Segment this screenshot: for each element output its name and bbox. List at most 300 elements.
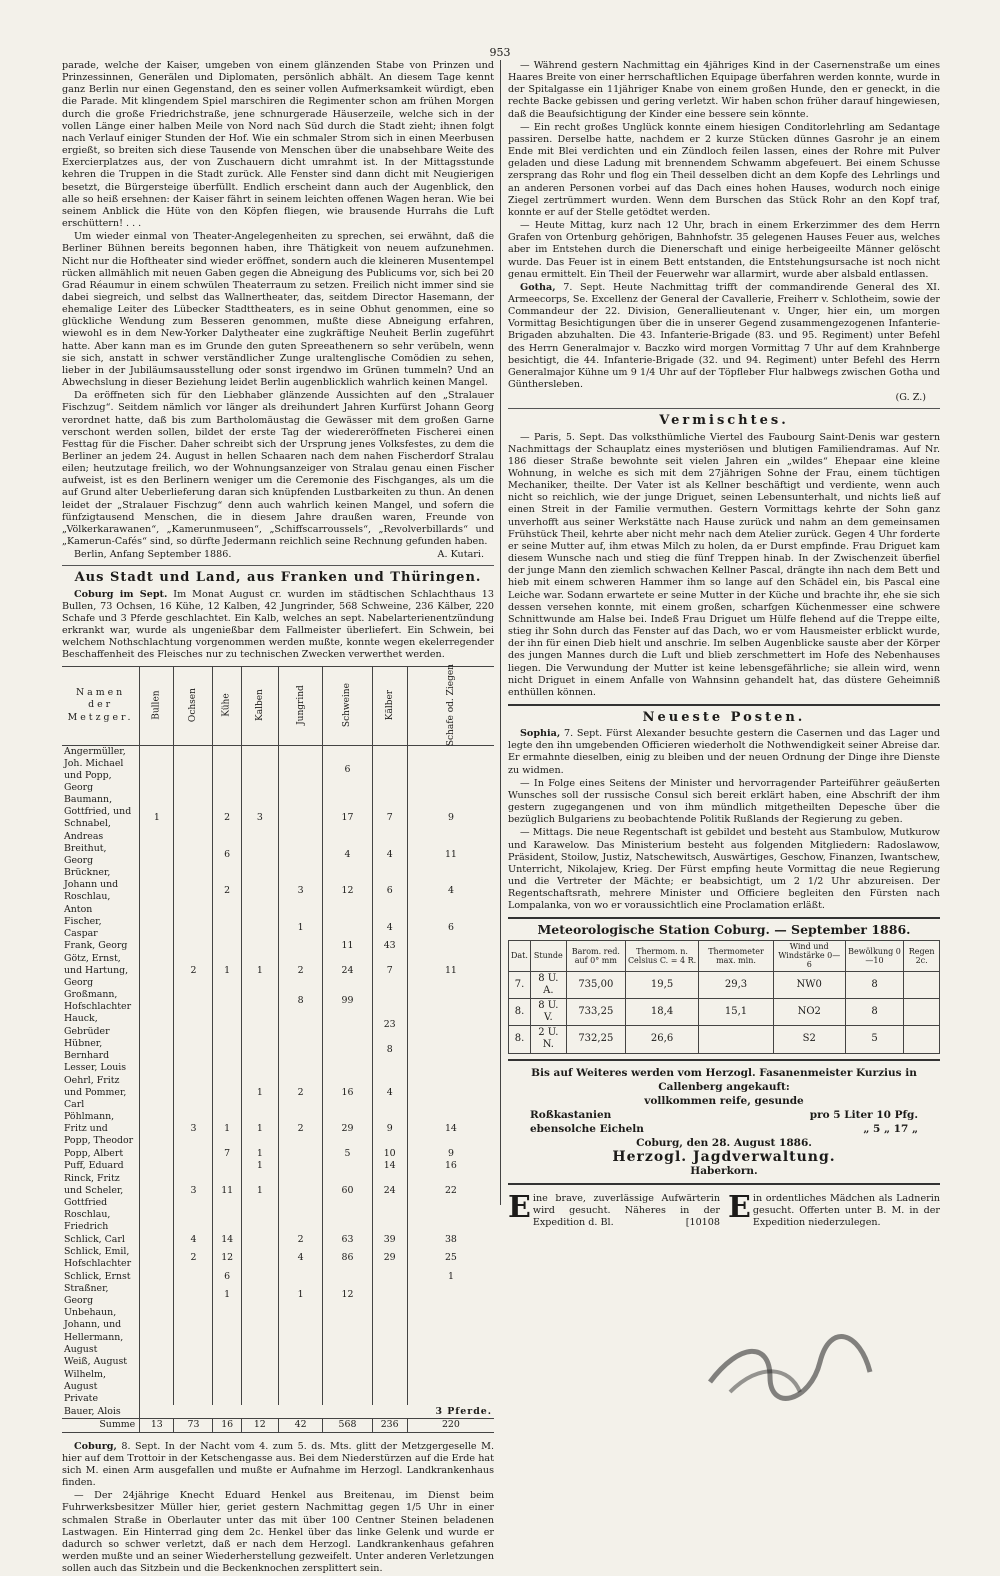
weather-col-header: Stunde [530, 940, 566, 971]
table-cell: 4 [372, 916, 407, 940]
table-cell [174, 1307, 213, 1356]
dateline: Gotha, [520, 281, 556, 293]
table-cell: 4 [372, 1075, 407, 1111]
table-cell [140, 1270, 174, 1283]
table-cell: 11 [213, 1173, 241, 1209]
dateline: Coburg im Sept. [74, 588, 168, 600]
table-row [62, 1307, 494, 1356]
coburg-report [62, 589, 494, 662]
table-cell [140, 1283, 174, 1307]
divider [508, 408, 940, 409]
table-cell [278, 843, 323, 867]
total-label: Summe [62, 1419, 140, 1433]
column-header: Kalben [241, 666, 278, 745]
table-cell: 7 [372, 794, 407, 843]
table-cell [140, 1369, 174, 1393]
table-cell: 25 [407, 1246, 494, 1270]
table-cell [213, 916, 241, 940]
table-cell [407, 989, 494, 1013]
weather-col-header: Thermometer max. min. [699, 940, 774, 971]
ad-text: ine brave, zuverlässige Aufwärterin wird gesucht. Näheres in der Expedition d. Bl. [532, 1192, 720, 1228]
table-cell [213, 745, 241, 794]
butcher-name: Brückner, Johann und Roschlau, Anton [64, 867, 119, 915]
total-cell: 13 [140, 1419, 174, 1433]
table-cell [174, 916, 213, 940]
table-cell: 39 [372, 1234, 407, 1247]
table-cell [241, 1209, 278, 1233]
table-cell [407, 1283, 494, 1307]
table-cell [372, 1369, 407, 1393]
table-cell [278, 794, 323, 843]
table-cell: 1 [213, 953, 241, 989]
table-cell: 7 [213, 1148, 241, 1161]
table-cell [278, 1393, 323, 1406]
table-cell [372, 989, 407, 1013]
weather-cell: 8 U. A. [530, 971, 566, 998]
table-cell [407, 1013, 494, 1037]
butcher-name: Bauer, Alois [64, 1405, 121, 1417]
handwritten-mark-icon [700, 1322, 880, 1402]
column-header: Kälber [372, 666, 407, 745]
table-cell: 3 [278, 867, 323, 916]
table-cell: 1 [213, 1111, 241, 1147]
table-cell [174, 1160, 213, 1173]
weather-cell: 8. [509, 1026, 531, 1053]
table-cell [140, 1393, 174, 1406]
table-cell [407, 745, 494, 794]
table-cell [241, 1013, 278, 1037]
table-cell [278, 1173, 323, 1209]
table-cell: 22 [407, 1173, 494, 1209]
table-cell: 23 [372, 1013, 407, 1037]
weather-cell: 8 U. V. [530, 998, 566, 1025]
table-row [62, 1013, 494, 1037]
table-row [62, 1209, 494, 1233]
table-cell: 9 [372, 1111, 407, 1147]
weather-col-header: Wind und Windstärke 0—6 [773, 940, 845, 971]
table-row [62, 1062, 494, 1075]
table-cell: 6 [323, 745, 372, 794]
butcher-name: Straßner, Georg [64, 1283, 109, 1307]
butcher-name: Hauck, Gebrüder [64, 1013, 110, 1037]
article-paragraph: Um wieder einmal von Theater-Angelegenheiten zu sprechen, sei erwähnt, daß die Berliner Bühnen bereits begonnen haben, ihre Thätigkeit von neuem aufzunehmen. Nicht nur die Hoftheater sind wieder eröffnet, sondern auch die kleineren Musentempel rücken allmählich mit neuen Gaben gegen die Abneigung des Publicums vor, sich bei 20 Grad Réaumur in einem schwülen Theaterraum zu setzen. Freilich nicht immer sind sie dabei siegreich, und selbst das Wallnertheater, das, seitdem Director Hasemann, der ehemalige Leiter des Lübecker Stadttheaters, es in seine Obhut genommen, eine so glückliche Wendung zum Besseren genommen, mußte diese Abneigung erfahren, wiewohl es in dem New-Yorker Dalytheater eine zugkräftige Neuheit Berlin zugeführt hatte. Aber kann man es im Grunde den guten Spreeathenern so sehr verübeln, wenn sie sich, anstatt in schwer verständlicher Zunge uraltenglische Comödien zu sehen, lieber in der Jubiläumsausstellung oder sonst irgendwo im Grünen tummeln? Und an Abwechslung in dieser Beziehung leidet Berlin augenblicklich wahrlich keinen Mangel. [62, 231, 494, 389]
table-cell: 1 [140, 794, 174, 843]
table-cell [140, 1160, 174, 1173]
dateline: Coburg, [74, 1440, 117, 1452]
table-cell [174, 1148, 213, 1161]
table-cell: 11 [323, 940, 372, 953]
table-row [62, 1246, 494, 1270]
table-cell [241, 940, 278, 953]
weather-cell: 8 [845, 971, 904, 998]
table-cell: 1 [241, 1148, 278, 1161]
table-cell [174, 794, 213, 843]
table-row [62, 1356, 494, 1369]
table-cell [372, 1062, 407, 1075]
butcher-name: Frank, Georg [64, 940, 128, 952]
table-cell [278, 1038, 323, 1062]
table-cell [174, 1013, 213, 1037]
butcher-name: Breithut, Georg [64, 842, 107, 866]
table-cell: 9 [407, 1148, 494, 1161]
table-cell [407, 1307, 494, 1356]
table-cell: 6 [372, 867, 407, 916]
column-header: Schafe od. Ziegen [407, 666, 494, 745]
divider [508, 917, 940, 919]
table-cell: 60 [323, 1173, 372, 1209]
table-cell [140, 1013, 174, 1037]
table-cell [174, 1393, 213, 1406]
left-column [62, 60, 494, 1576]
table-cell: 6 [213, 843, 241, 867]
table-cell [278, 1369, 323, 1393]
column-header: Schweine [323, 666, 372, 745]
table-cell [407, 1369, 494, 1393]
weather-col-header: Dat. [509, 940, 531, 971]
weather-cell: 8 [845, 998, 904, 1025]
table-cell [213, 1369, 241, 1393]
weather-row [509, 1026, 940, 1053]
butcher-name: Schlick, Carl [64, 1233, 125, 1245]
table-cell [372, 1356, 407, 1369]
table-cell [174, 843, 213, 867]
table-cell: 29 [323, 1111, 372, 1147]
table-cell: 63 [323, 1234, 372, 1247]
table-cell [372, 1270, 407, 1283]
table-row [62, 916, 494, 940]
butcher-name: Schlick, Emil, Hofschlachter [64, 1246, 132, 1270]
latest-item: — Mittags. Die neue Regentschaft ist gebildet und besteht aus Stambulow, Mutkurow und Karawelow. Das Ministerium besteht aus folgenden Mitgliedern: Radoslawow, Präsident, Stoilow, Justiz, Natschewitsch, Auswärtiges, Geschow, Finanzen, Iwantschew, Unterricht, Nikolajew, Krieg. Der Fürst empfing heute Vormittag die neue Regierung und die Vertreter der Mächte; er beabsichtigt, um 2 1/2 Uhr abzureisen. Der Regentschaftsrath, mehrere Minister und Officiere begleiten den Fürsten nach Lompalanka, von wo er voraussichtlich eine Proclamation erläßt. [508, 827, 940, 912]
table-cell: 6 [407, 916, 494, 940]
news-item: — Während gestern Nachmittag ein 4jähriges Kind in der Casernenstraße um eines Haares Breite von einer herrschaftlichen Equipage überfahren werden konnte, wurde in der Spitalgasse ein 11jähriger Knabe von einem großen Hunde, den er geneckt, in die rechte Backe gebissen und gering verletzt. Wir haben schon früher darauf hingewiesen, daß die Beaufsichtigung der Kinder eine bessere sein könnte. [508, 60, 940, 120]
total-cell: 568 [323, 1419, 372, 1433]
table-cell [241, 1062, 278, 1075]
weather-cell: 735,00 [566, 971, 625, 998]
table-cell [323, 1160, 372, 1173]
weather-cell: S2 [773, 1026, 845, 1053]
table-row [62, 794, 494, 843]
butcher-name: Pöhlmann, Fritz und Popp, Theodor [64, 1111, 134, 1147]
table-cell [323, 1038, 372, 1062]
table-cell [407, 1356, 494, 1369]
table-cell: 1 [241, 953, 278, 989]
table-row [62, 1283, 494, 1307]
table-row [62, 989, 494, 1013]
section-heading-latest: Neueste Posten. [642, 709, 806, 725]
table-cell [407, 1062, 494, 1075]
weather-cell: 29,3 [699, 971, 774, 998]
table-cell [278, 1148, 323, 1161]
weather-title: Meteorologische Station Coburg. — September 1886. [537, 922, 911, 938]
coburg-report [62, 1441, 494, 1490]
table-cell [213, 1393, 241, 1406]
butcher-name: Fischer, Caspar [64, 915, 102, 939]
table-cell: 8 [278, 989, 323, 1013]
table-cell: 1 [407, 1270, 494, 1283]
table-cell [407, 940, 494, 953]
butcher-name: Puff, Eduard [64, 1160, 124, 1172]
table-cell: 17 [323, 794, 372, 843]
table-cell: 16 [323, 1075, 372, 1111]
table-cell: 11 [407, 843, 494, 867]
table-cell: 2 [174, 953, 213, 989]
table-cell [241, 745, 278, 794]
table-cell: 1 [278, 1283, 323, 1307]
table-cell [140, 843, 174, 867]
drop-cap: E [508, 1189, 531, 1225]
table-cell [278, 1013, 323, 1037]
divider [508, 1059, 940, 1061]
table-cell [174, 1075, 213, 1111]
table-cell [407, 1393, 494, 1406]
weather-col-header: Regen 2c. [904, 940, 940, 971]
table-cell [278, 1160, 323, 1173]
table-cell: 38 [407, 1234, 494, 1247]
table-cell [241, 989, 278, 1013]
extra-note: 3 Pferde. [140, 1405, 494, 1418]
butcher-name: Lesser, Louis [64, 1062, 127, 1074]
butcher-name: Oehrl, Fritz und Pommer, Carl [64, 1074, 127, 1110]
table-row [62, 1369, 494, 1393]
table-row [62, 1270, 494, 1283]
table-cell [323, 1369, 372, 1393]
table-cell [278, 745, 323, 794]
table-cell [241, 843, 278, 867]
total-cell: 16 [213, 1419, 241, 1433]
table-cell [241, 1283, 278, 1307]
table-row [62, 1038, 494, 1062]
table-cell [140, 916, 174, 940]
table-cell [278, 1270, 323, 1283]
article-paragraph: Da eröffneten sich für den Liebhaber glänzende Aussichten auf den „Stralauer Fischzug“. Seitdem nämlich vor länger als dreihundert Jahren Kurfürst Johann Georg verordnet hatte, daß bis zum Bartholomäustag die Gewässer mit dem großen Garne verschont werden sollen, bildet der erste Tag der wiedereröffneten Fischerei einen Festtag für die Fischer. Daher schreibt sich der Ursprung jenes Volksfestes, zu dem die Berliner an jedem 24. August in hellen Schaaren nach dem nahen Fischerdorf Stralau eilen; heutzutage freilich, wo der Wohnungsanzeiger von Stralau genau einen Fischer aufweist, ist es den Berlinern weniger um die Ceremonie des Fischganges, als um die auf Grund alter Ueberlieferung daran sich knüpfenden Lustbarkeiten zu thun. An denen leidet der „Stralauer Fischzug“ denn auch wahrlich keinen Mangel, und sofern die fünfzigtausend Menschen, die in diesem Jahre draußen waren, Freunde von „Völkerkarawanen“, „Kamerunmuseen“, „Schiffscarroussels“, „Revolverbillards“ und „Kamerun-Cafés“ sind, so dürfte Jedermann reichlich seine Rechnung gefunden haben. [62, 390, 494, 548]
table-cell: 6 [213, 1270, 241, 1283]
table-cell [323, 1270, 372, 1283]
table-cell [174, 940, 213, 953]
drop-cap: E [728, 1189, 751, 1225]
table-cell [372, 1283, 407, 1307]
table-cell: 1 [213, 1283, 241, 1307]
butcher-name: Weiß, August [64, 1356, 128, 1368]
table-cell: 2 [174, 1246, 213, 1270]
table-cell [140, 940, 174, 953]
table-cell [241, 1270, 278, 1283]
table-row [62, 1393, 494, 1406]
table-cell [174, 1038, 213, 1062]
weather-cell: 15,1 [699, 998, 774, 1025]
table-cell: 1 [241, 1160, 278, 1173]
ad-date: Coburg, den 28. August 1886. [636, 1136, 812, 1149]
weather-cell [904, 998, 940, 1025]
table-cell: 5 [323, 1148, 372, 1161]
butcher-name: Schlick, Ernst [64, 1270, 131, 1282]
table-cell: 29 [372, 1246, 407, 1270]
butcher-name: Götz, Ernst, und Hartung, Georg [64, 952, 129, 988]
table-cell [213, 1013, 241, 1037]
table-cell [213, 1209, 241, 1233]
dateline: Sophia, [520, 728, 561, 740]
latest-text: 7. Sept. Fürst Alexander besuchte gestern die Casernen und das Lager und legte den ihn umgebenden Officieren wiederholt die Nothwendigkeit seiner Abreise dar. Er ermahnte dieselben, einig zu bleiben und der neuen Ordnung der Dinge ihre Dienste zu widmen. [508, 728, 940, 776]
misc-article: — Paris, 5. Sept. Das volksthümliche Viertel des Faubourg Saint-Denis war gestern Nachmittags der Schauplatz eines mysteriösen und blutigen Familiendramas. Auf Nr. 186 dieser Straße bewohnte seit vielen Jahren ein „wildes“ Ehepaar eine kleine Wohnung, in welche es sich mit dem 27jährigen Sohne der Frau, einem tüchtigen Mechaniker, theilte. Der Vater ist als Kellner beschäftigt und verdiente, wenn auch nicht so reichlich, wie der junge Driguet, seinen Lebensunterhalt, und nichts ließ auf einen Streit in der Familie vermuthen. Gestern Vormittags kehrte der Sohn ganz unverhofft aus seiner Werkstätte nach Hause zurück und nahm an dem gemeinsamen Frühstück Theil, kehrte aber nicht mehr nach dem Atelier zurück. Gegen 4 Uhr forderte er seine Mutter auf, ihm etwas Milch zu holen, da er Durst empfinde. Frau Driguet kam diesem Wunsche nach und stieg die fünf Treppen hinab. In der Zwischenzeit überfiel der junge Mann den ziemlich schwachen Kellner Pascal, drängte ihn nach dem Bett und hieb mit einem schweren Hammer ihm so lange auf den Schädel ein, bis Pascal eine Leiche war. Sodann erwartete er seine Mutter in der Küche und brachte ihr, ehe sie sich dessen versehen konnte, mit einem großen, scharfgen Küchenmesser eine schwere Schnittwunde am Halse bei. Indeß Frau Driguet um Hülfe flehend auf die Treppe eilte, stieg ihr Sohn durch das Fenster auf das Dach, wo er vom Hausmeister erblickt wurde, der ihn für einen Dieb hielt und anschrie. Im selben Augenblicke sauste aber der Körper des jungen Mannes durch die Luft und blieb zerschmettert im Hofe des Nebenhauses liegen. Die Verwundung der Mutter ist keine lebensgefährliche; sie allein wird, wenn nicht Driguet in einem Anfalle von Wahnsinn gehandelt hat, das düstere Geheimniß enthüllen können. [508, 431, 940, 698]
butcher-name: Rinck, Fritz und Scheler, Gottfried [64, 1172, 124, 1209]
column-header: Bullen [140, 666, 174, 745]
table-cell [140, 1307, 174, 1356]
table-cell [140, 1111, 174, 1147]
table-cell: 99 [323, 989, 372, 1013]
latest-item [508, 728, 940, 777]
ad-price: „ 5 „ 17 „ [863, 1122, 918, 1135]
table-cell [174, 1270, 213, 1283]
ad-line: Bis auf Weiteres werden vom Herzogl. Fasanenmeister Kurzius in Callenberg angekauft: [531, 1066, 917, 1093]
news-item: — Ein recht großes Unglück konnte einem hiesigen Conditorlehrling am Sedantage passiren. Derselbe hatte, nachdem er 2 kurze Stücken dünnes Gasrohr je an einem Ende mit Blei verdichten und ein Zündloch feilen lassen, eines der Rohre mit Pulver geladen und diese Ladung mit brennendem Schwamm abgefeuert. Bei einem Schusse zersprang das Rohr und flog ein Theil desselben dicht an dem Kopfe des Lehrlings und an anderen Personen vorbei auf das Dach eines hohen Hauses, wodurch noch einige Ziegel zertrümmert wurden. Wenn dem Burschen das Stück Rohr an den Kopf traf, konnte er auf der Stelle getödtet werden. [508, 121, 940, 218]
table-cell: 10 [372, 1148, 407, 1161]
table-cell [241, 1234, 278, 1247]
weather-cell: 2 U. N. [530, 1026, 566, 1053]
table-cell [323, 1062, 372, 1075]
table-cell: 16 [407, 1160, 494, 1173]
table-cell: 24 [323, 953, 372, 989]
coburg-report [62, 1490, 494, 1575]
table-row [62, 843, 494, 867]
signature-name: A. Kutari. [437, 549, 484, 561]
total-cell: 236 [372, 1419, 407, 1433]
report-text: Im Monat August cr. wurden im städtischen Schlachthaus 13 Bullen, 73 Ochsen, 16 Kühe, 12 Kalben, 42 Jungrinder, 568 Schweine, 236 Kälber, 220 Schafe und 3 Pferde geschlachtet. Ein Kalb, welches an sept. Nabelarterienentzündung erkrankt war, wurde als ungenießbar dem Fallmeister überliefert. Ein Schwein, bei welchem Nothschlachtung vorgenommen werden mußte, konnte wegen ekelerregender Beschaffenheit des Fleisches nur zu technischen Zwecken verwerthet werden. [62, 588, 494, 661]
table-cell [278, 1209, 323, 1233]
weather-cell: 733,25 [566, 998, 625, 1025]
news-item [508, 282, 940, 391]
butcher-name: Popp, Albert [64, 1147, 124, 1159]
table-cell [323, 1209, 372, 1233]
table-cell [213, 1062, 241, 1075]
table-cell [372, 1307, 407, 1356]
butcher-name: Roschlau, Friedrich [64, 1209, 111, 1233]
table-cell [140, 1173, 174, 1209]
table-cell [372, 745, 407, 794]
table-row [62, 1405, 494, 1418]
table-cell [323, 1307, 372, 1356]
table-cell: 1 [241, 1075, 278, 1111]
report-text: — Der 24jährige Knecht Eduard Henkel aus Breitenau, im Dienst beim Fuhrwerksbesitzer Müller hier, geriet gestern Nachmittag gegen 1/5 Uhr in einer schmalen Straße in Oberlauter unter das mit über 100 Centner Steinen beladenen Lastwagen. Ein Hinterrad ging dem 2c. Henkel über das linke Gelenk und wurde er dadurch so schwer verletzt, daß er nach dem Herzogl. Landkrankenhaus gefahren werden mußte und an seiner Wiederherstellung gezweifelt. Unter anderen Verletzungen sollen auch das Sitzbein und die Beckenknochen zersplittert sein. [62, 1490, 494, 1575]
ad-signature: Herzogl. Jagdverwaltung. [612, 1148, 836, 1165]
table-cell [140, 1148, 174, 1161]
table-cell [278, 1062, 323, 1075]
weather-cell: 7. [509, 971, 531, 998]
table-cell [323, 1013, 372, 1037]
weather-row [509, 971, 940, 998]
weather-col-header: Barom. red. auf 0° mm [566, 940, 625, 971]
table-cell [140, 1234, 174, 1247]
butcher-name: Unbehaun, Johann, und Hellermann, August [64, 1307, 124, 1355]
page-number: 953 [489, 46, 511, 59]
table-cell: 14 [407, 1111, 494, 1147]
name-column-header: Namen der Metzger. [62, 666, 140, 745]
table-cell: 1 [241, 1111, 278, 1147]
table-cell: 1 [241, 1173, 278, 1209]
weather-cell: 8. [509, 998, 531, 1025]
butcher-name: Angermüller, Joh. Michael und Popp, Georg [64, 745, 126, 793]
column-divider [500, 60, 501, 1205]
table-cell [140, 953, 174, 989]
right-column [508, 60, 940, 1229]
table-row [62, 745, 494, 794]
table-cell: 2 [278, 1111, 323, 1147]
ad-item: ebensolche Eicheln [530, 1122, 644, 1135]
column-header: Jungrind [278, 666, 323, 745]
table-cell: 14 [372, 1160, 407, 1173]
ad-housemaid [508, 1189, 720, 1229]
table-cell [213, 1307, 241, 1356]
table-cell: 2 [278, 1234, 323, 1247]
table-cell: 8 [372, 1038, 407, 1062]
weather-col-header: Thermom. n. Celsius C. = 4 R. [625, 940, 698, 971]
table-cell [213, 1038, 241, 1062]
table-cell [174, 745, 213, 794]
table-row [62, 867, 494, 916]
table-row [62, 1111, 494, 1147]
table-row [62, 953, 494, 989]
weather-cell: NO2 [773, 998, 845, 1025]
butcher-name: Private [64, 1393, 98, 1405]
column-header: Kühe [213, 666, 241, 745]
weather-cell: 19,5 [625, 971, 698, 998]
table-cell: 43 [372, 940, 407, 953]
ad-text: in ordentliches Mädchen als Ladnerin gesucht. Offerten unter B. M. in der Expedition niederzulegen. [752, 1192, 940, 1228]
ad-price-row [508, 1122, 940, 1136]
table-cell: 12 [323, 1283, 372, 1307]
table-cell: 2 [213, 867, 241, 916]
table-cell [140, 1038, 174, 1062]
butcher-name: Wilhelm, August [64, 1368, 106, 1392]
table-cell [278, 1307, 323, 1356]
table-cell [140, 1356, 174, 1369]
butcher-name: Großmann, Hofschlachter [64, 989, 132, 1013]
weather-cell: 26,6 [625, 1026, 698, 1053]
table-cell [213, 940, 241, 953]
table-cell [241, 916, 278, 940]
table-cell [140, 1246, 174, 1270]
table-cell: 14 [213, 1234, 241, 1247]
weather-cell [699, 1026, 774, 1053]
news-item: — Heute Mittag, kurz nach 12 Uhr, brach in einem Erkerzimmer des dem Herrn Grafen von Ortenburg gehörigen, Bahnhofstr. 35 gelegenen Hauses Feuer aus, welches aber im Entstehen durch die Dienerschaft und einige herbeigeeilte Männer gelöscht wurde. Das Feuer ist in einem Bett entstanden, die Entstehungsursache ist noch nicht genau ermittelt. Ein Theil der Feuerwehr war allarmirt, wurde aber alsbald entlassen. [508, 220, 940, 280]
section-heading-local: Aus Stadt und Land, aus Franken und Thüringen. [74, 570, 482, 586]
divider [62, 565, 494, 566]
column-header: Ochsen [174, 666, 213, 745]
table-cell: 11 [407, 953, 494, 989]
weather-cell [904, 971, 940, 998]
table-cell [241, 1038, 278, 1062]
table-cell: 86 [323, 1246, 372, 1270]
weather-table [508, 940, 940, 1054]
table-cell: 4 [407, 867, 494, 916]
divider [508, 704, 940, 706]
table-cell [323, 1356, 372, 1369]
butcher-name: Hübner, Bernhard [64, 1037, 110, 1061]
table-cell: 2 [213, 794, 241, 843]
table-cell [140, 867, 174, 916]
table-cell: 3 [241, 794, 278, 843]
table-cell [241, 1369, 278, 1393]
table-cell [174, 1209, 213, 1233]
report-text: 8. Sept. In der Nacht vom 4. zum 5. ds. Mts. glitt der Metzgergeselle M. hier auf dem Trottoir in der Ketschengasse aus. Bei dem Niederstürzen auf die Erde hat sich M. einen Arm ausgefallen und mußte er Aufnahme im Herzogl. Landkrankenhaus finden. [62, 1440, 494, 1489]
article-paragraph: parade, welche der Kaiser, umgeben von einem glänzenden Stabe von Prinzen und Prinzessinnen, Generälen und Diplomaten, persönlich abhält. An diesem Tage kennt ganz Berlin nur einen Gegenstand, den es seiner vollen Aufmerksamkeit würdigt, eben die Parade. Mit klingendem Spiel marschiren die Regimenter schon am frühen Morgen durch die große Friedrichstraße, jene schnurgerade Häuserzeile, welche sich in der vollen Länge einer halben Meile von Nord nach Süd durch die Stadt zieht; ihnen folgt nach Verlauf einiger Stunden der Hof. Wie ein schmaler Strom sich in einen Meerbusen ergießt, so breiten sich diese Tausende von Menschen über die unabsehbare Weite des Exercierplatzes aus, der von Zuschauern dicht umrahmt ist. In der Mittagsstunde kehren die Truppen in die Stadt zurück. Alle Fenster sind dann dicht mit Neugierigen besetzt, die Bürgersteige überfüllt. Endlich erscheint dann auch der Augenblick, den alle so heiß ersehnen: der Kaiser fährt in seinem leichten offenen Wagen heran. Wie bei seinem Anblick die Hüte von den Köpfen fliegen, wie brausende Hurrahs die Luft erschüttern! . . . [62, 60, 494, 230]
table-cell: 12 [213, 1246, 241, 1270]
table-cell [174, 1062, 213, 1075]
table-cell: 2 [278, 953, 323, 989]
ad-signature-name: Haberkorn. [690, 1164, 758, 1177]
table-cell [278, 1356, 323, 1369]
news-text: 7. Sept. Heute Nachmittag trifft der commandirende General des XI. Armeecorps, Se. Excellenz der General der Cavallerie, Freiherr v. Schlotheim, sowie der Commandeur der 22. Division, Generallieutenant v. Unger, hier ein, um morgen Vormittag Besichtigungen über die in unserer Gegend zusammengezogenen Infanterie-Brigaden abzuhalten. Die 43. Infanterie-Brigade (83. und 95. Regiment) unter Befehl des Herrn Generalmajor v. Baczko wird morgen Vormittag 7 Uhr auf dem Krahnberge besichtigt, die 44. Infanterie-Brigade (32. und 94. Regiment) unter Befehl des Herrn Generalmajor Kühne um 9 1/4 Uhr auf der Töpfleber Flur halbwegs zwischen Gotha und Günthersleben. [508, 281, 940, 391]
table-total-row [62, 1419, 494, 1433]
article-signature [62, 549, 494, 561]
